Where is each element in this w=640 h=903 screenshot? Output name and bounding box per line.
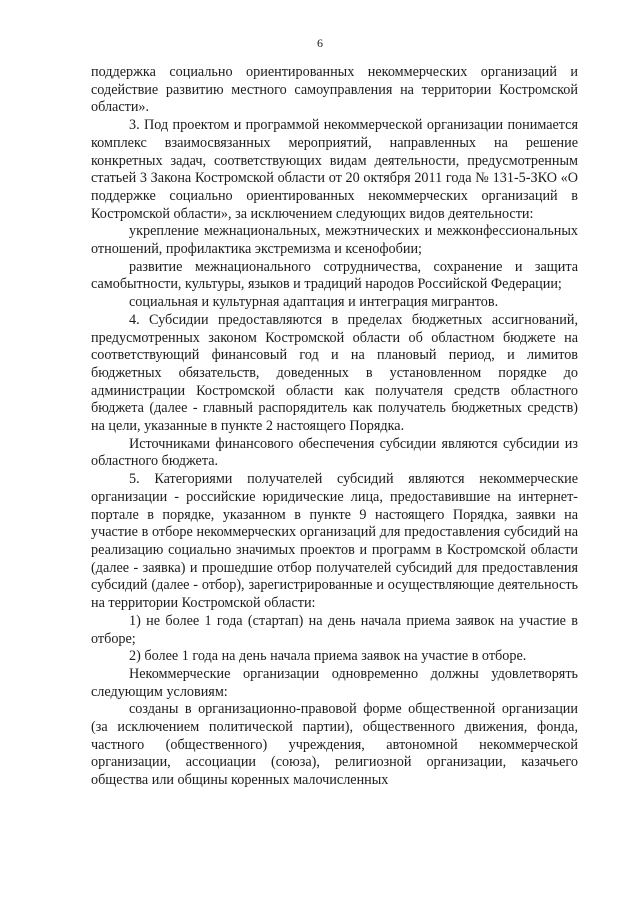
page-number: 6 xyxy=(317,36,323,50)
list-item: социальная и культурная адаптация и интеграция мигрантов. xyxy=(129,294,499,311)
list-item: развитие межнационального сотрудничества, сохранение и защита самобытности, культуры, языков и традиций народов Российской Федерации; xyxy=(91,258,578,293)
list-item: 1) не более 1 года (стартап) на день начала приема заявок на участие в отборе; xyxy=(91,612,578,647)
paragraph: поддержка социально ориентированных некоммерческих организаций и содействие развитию местного самоуправления на территории Костромской области». xyxy=(91,64,578,116)
paragraph: 4. Субсидии предоставляются в пределах бюджетных ассигнований, предусмотренных законом Костромской области об областном бюджете на соответствующий финансовый год и на плановый период, и лимитов бюджетных обязательств, доведенных в установленном порядке до администрации Костромской области как получателя средств областного бюджета (далее - главный распорядитель как получатель бюджетных средств) на цели, указанные в пункте 2 настоящего Порядка. xyxy=(91,311,578,435)
document-body xyxy=(91,64,578,790)
list-item: укрепление межнациональных, межэтнических и межконфессиональных отношений, профилактика экстремизма и ксенофобии; xyxy=(91,223,578,258)
list-item: 2) более 1 года на день начала приема заявок на участие в отборе. xyxy=(129,648,527,665)
list-item: созданы в организационно-правовой форме общественной организации (за исключением политической партии), общественного движения, фонда, частного (общественного) учреждения, автономной некоммерческой организации, ассоциации (союза), религиозной организации, казачьего общества или общины коренных малочисленных xyxy=(91,701,578,789)
paragraph: 5. Категориями получателей субсидий являются некоммерческие организации - российские юридические лица, предоставившие на интернет-портале в порядке, указанном в пункте 9 настоящего Порядка, заявки на участие в отборе некоммерческих организаций для предоставления субсидий на реализацию социально значимых проектов и программ в Костромской области (далее - заявка) и прошедшие отбор получателей субсидий для предоставления субсидий (далее - отбор), зарегистрированные и осуществляющие деятельность на территории Костромской области: xyxy=(91,471,578,612)
paragraph: 3. Под проектом и программой некоммерческой организации понимается комплекс взаимосвязанных мероприятий, направленных на решение конкретных задач, соответствующих видам деятельности, предусмотренным статьей 3 Закона Костромской области от 20 октября 2011 года № 131-5-ЗКО «О поддержке социально ориентированных некоммерческих организаций в Костромской области», за исключением следующих видов деятельности: xyxy=(91,117,578,222)
paragraph: Источниками финансового обеспечения субсидии являются субсидии из областного бюджета. xyxy=(91,435,578,470)
paragraph: Некоммерческие организации одновременно должны удовлетворять следующим условиям: xyxy=(91,665,578,700)
